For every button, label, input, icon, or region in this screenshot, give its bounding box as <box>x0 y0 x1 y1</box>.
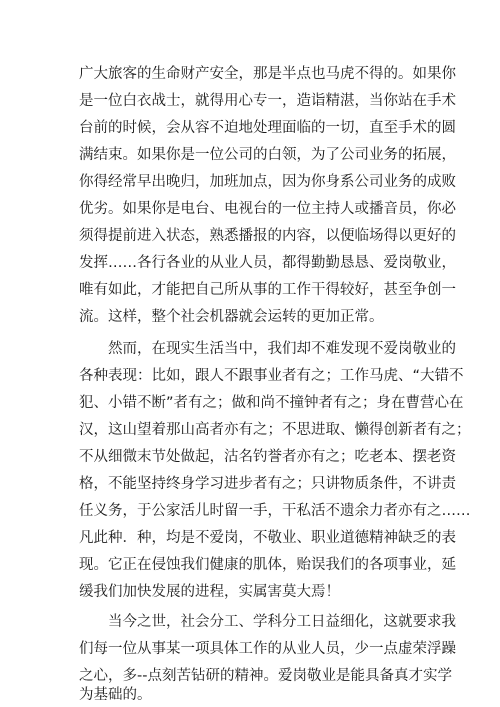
text-line: 台前的时候，会从容不迫地处理面临的一切，直至手术的圆 <box>79 120 456 136</box>
text-line: 格，不能坚持终身学习进步者有之；只讲物质条件，不讲责 <box>79 476 456 492</box>
text-line: 广大旅客的生命财产安全，那是半点也马虎不得的。如果你 <box>79 66 456 82</box>
text-line: 不从细微末节处做起，沽名钓誉者亦有之；吃老本、摆老资 <box>79 449 456 465</box>
text-line: 你得经常早出晚归，加班加点，因为你身系公司业务的成败 <box>79 174 456 190</box>
text-line: 发挥……各行各业的从业人员，都得勤勤恳恳、爱岗敬业， <box>79 255 456 271</box>
text-line: 汉，这山望着那山高者亦有之；不思进取、懒得创新者有之； <box>79 422 471 438</box>
text-line: 优劣。如果你是电台、电视台的一位主持人或播音员，你必 <box>79 201 456 217</box>
text-line: 犯、小错不断”者有之；做和尚不撞钟者有之；身在曹营心在 <box>79 395 464 411</box>
text-line: 是一位白衣战士，就得用心专一，造诣精湛，当你站在手术 <box>79 93 456 109</box>
text-line: 为基础的。 <box>79 687 152 703</box>
text-line: 现。它正在侵蚀我们健康的肌体，贻误我们的各项事业，延 <box>79 557 456 573</box>
paragraph-first-line: 当今之世，社会分工、学科分工日益细化，这就要求我 <box>108 614 456 630</box>
text-line: 各种表现：比如，跟人不跟事业者有之；工作马虎、“大错不 <box>79 368 464 384</box>
paragraph-first-line: 然而，在现实生活当中，我们却不难发现不爱岗敬业的 <box>108 341 456 357</box>
text-line: 们每一位从事某一项具体工作的从业人员，少一点虚荣浮躁 <box>79 641 456 657</box>
text-line: 之心，多--点刻苦钻研的精神。爱岗敬业是能具备真才实学 <box>79 668 452 684</box>
text-line: 须得提前进入状态，熟悉播报的内容，以便临场得以更好的 <box>79 228 456 244</box>
text-line: 任义务，于公家活儿时留一手，干私活不遗余力者亦有之…… <box>79 503 471 519</box>
text-line: 唯有如此，才能把自己所从事的工作干得较好，甚至争创一 <box>79 282 456 298</box>
text-line: 满结束。如果你是一位公司的白领，为了公司业务的拓展， <box>79 147 456 163</box>
text-line: 凡此种．种，均是不爱岗，不敬业、职业道德精神缺乏的表 <box>79 530 456 546</box>
text-line: 流。这样，整个社会机器就会运转的更加正常。 <box>79 309 384 325</box>
text-line: 缓我们加快发展的进程，实属害莫大焉！ <box>79 584 340 600</box>
